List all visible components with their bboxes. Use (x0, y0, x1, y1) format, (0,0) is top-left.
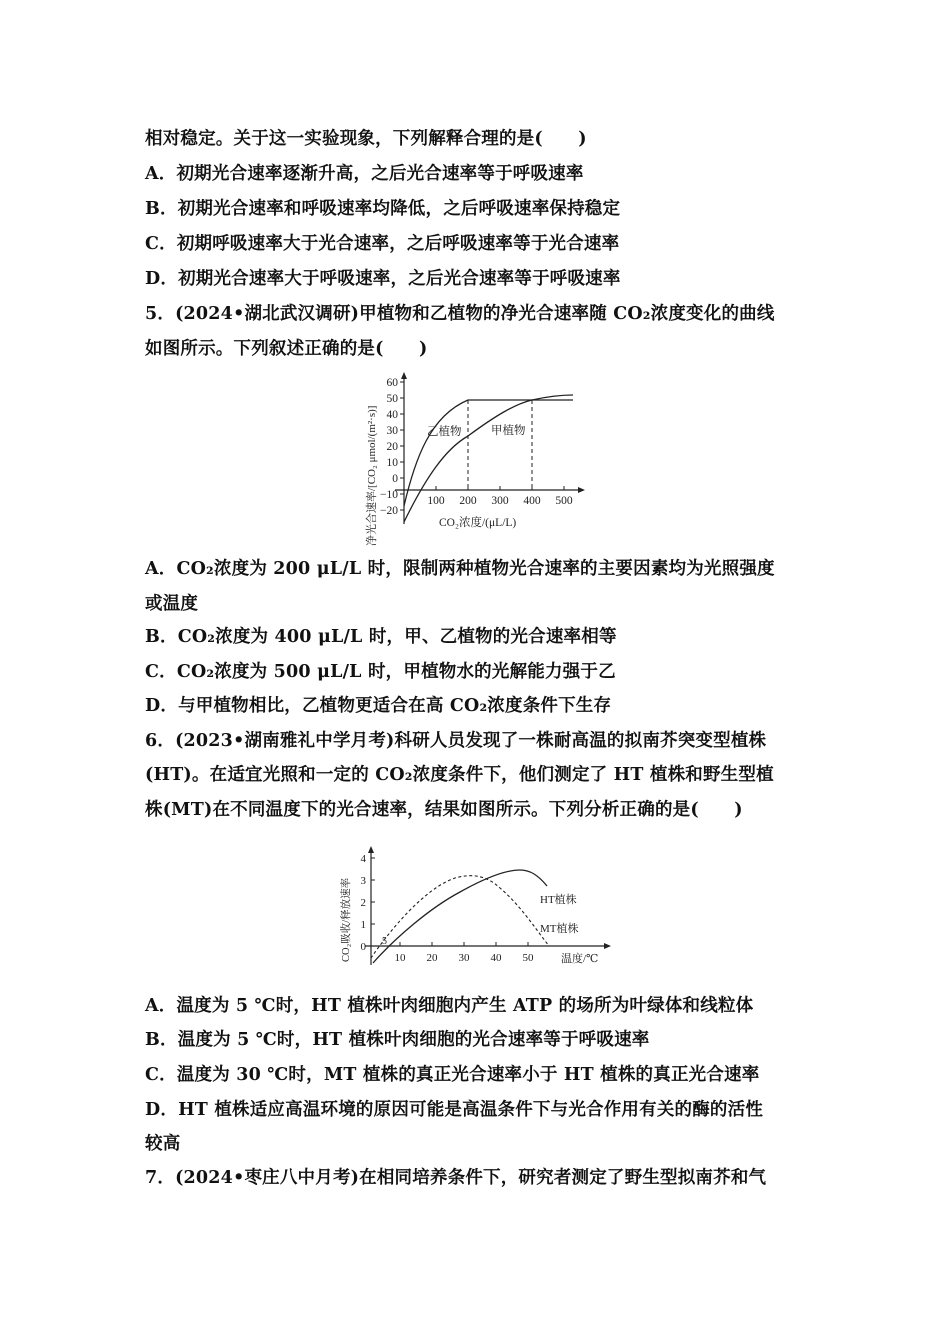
figure-co2-net-photosynthesis (355, 364, 595, 549)
option-q4-b: B．初期光合速率和呼吸速率均降低，之后呼吸速率保持稳定 (145, 199, 621, 219)
option-q6-b: B．温度为 5 ℃时，HT 植株叶肉细胞的光合速率等于呼吸速率 (145, 1030, 650, 1050)
fig1-xlabel: CO₂浓度/(μL/L) (439, 517, 517, 529)
fig1-xtick-label: 200 (459, 495, 477, 507)
fig2-xlabel: 温度/℃ (561, 953, 599, 965)
fig1-ytick-label: 30 (386, 425, 398, 437)
fig1-ytick-label: 60 (386, 377, 398, 389)
fig2-xtick-label: 10 (394, 952, 406, 964)
label-ht-plant: HT植株 (540, 894, 577, 906)
fig1-ytick-label: −10 (380, 489, 398, 501)
question-7-stem: 7．(2024•枣庄八中月考)在相同培养条件下，研究者测定了野生型拟南芥和气 (145, 1168, 767, 1188)
question-6-stem: 6．(2023•湖南雅礼中学月考)科研人员发现了一株耐高温的拟南芥突变型植株 (145, 731, 767, 751)
label-jia-plant: 甲植物 (491, 425, 526, 437)
fig1-xtick-label: 500 (555, 495, 573, 507)
fig2-xtick-label: 30 (458, 952, 470, 964)
option-q5-c: C．CO₂浓度为 500 μL/L 时，甲植物水的光解能力强于乙 (145, 662, 616, 682)
label-yi-plant: 乙植物 (427, 426, 462, 438)
option-q6-d: D．HT 植株适应高温环境的原因可能是高温条件下与光合作用有关的酶的活性 (145, 1100, 764, 1120)
fig2-ytick-label: 4 (360, 853, 366, 865)
question-5-stem: 5．(2024•湖北武汉调研)甲植物和乙植物的净光合速率随 CO₂浓度变化的曲线 (145, 304, 775, 324)
option-q5-a: A．CO₂浓度为 200 μL/L 时，限制两种植物光合速率的主要因素均为光照强度 (145, 559, 775, 579)
option-q6-a: A．温度为 5 ℃时，HT 植株叶肉细胞内产生 ATP 的场所为叶绿体和线粒体 (145, 996, 754, 1016)
fig1-xtick-label: 100 (427, 495, 445, 507)
option-q5-b: B．CO₂浓度为 400 μL/L 时，甲、乙植物的光合速率相等 (145, 627, 617, 647)
fig2-ytick-label: 3 (360, 875, 366, 887)
option-q5-a-cont: 或温度 (145, 594, 199, 614)
curve-ht-plant (373, 870, 547, 963)
fig1-y-ticks (380, 377, 404, 517)
figure-temperature-photosynthesis (335, 840, 625, 975)
fig1-ylabel: 净光合速率/[CO₂ μmol/(m²·s)] (366, 405, 378, 546)
fig1-ytick-label: 0 (392, 473, 398, 485)
fig2-ytick-label: 0 (360, 941, 366, 953)
fig2-xtick-label: 20 (426, 952, 438, 964)
label-mt-plant: MT植株 (540, 923, 579, 935)
option-q6-c: C．温度为 30 ℃时，MT 植株的真正光合速率小于 HT 植株的真正光合速率 (145, 1065, 760, 1085)
option-q4-d: D．初期光合速率大于呼吸速率，之后光合速率等于呼吸速率 (145, 269, 621, 289)
question-6-stem-cont2: 株(MT)在不同温度下的光合速率，结果如图所示。下列分析正确的是( ) (145, 800, 743, 820)
fig2-mark-5: 5 (382, 936, 387, 947)
fig1-xtick-label: 300 (491, 495, 509, 507)
fig2-y-ticks (361, 853, 376, 953)
fig1-ytick-label: 50 (386, 393, 398, 405)
fig1-x-ticks (427, 486, 573, 507)
fig1-ytick-label: 40 (386, 409, 398, 421)
question-5-stem-cont: 如图所示。下列叙述正确的是( ) (145, 339, 428, 359)
option-q6-d-cont: 较高 (145, 1134, 181, 1154)
fig2-ylabel: CO₂吸收/释放速率 (341, 877, 352, 962)
fig1-ytick-label: −20 (380, 505, 398, 517)
text-line-q4-stem: 相对稳定。关于这一实验现象，下列解释合理的是( ) (145, 129, 587, 149)
fig2-xtick-label: 40 (490, 952, 502, 964)
fig2-ytick-label: 2 (360, 897, 366, 909)
fig1-ytick-label: 10 (386, 457, 398, 469)
option-q4-a: A．初期光合速率逐渐升高，之后光合速率等于呼吸速率 (145, 164, 584, 184)
question-6-stem-cont1: (HT)。在适宜光照和一定的 CO₂浓度条件下，他们测定了 HT 植株和野生型植 (145, 765, 774, 785)
option-q4-c: C．初期呼吸速率大于光合速率，之后呼吸速率等于光合速率 (145, 234, 620, 254)
fig1-xtick-label: 400 (523, 495, 541, 507)
fig2-ytick-label: 1 (360, 919, 366, 931)
fig2-xtick-label: 50 (522, 952, 534, 964)
option-q5-d: D．与甲植物相比，乙植物更适合在高 CO₂浓度条件下生存 (145, 696, 612, 716)
fig1-ytick-label: 20 (386, 441, 398, 453)
fig2-x-ticks (395, 942, 535, 964)
